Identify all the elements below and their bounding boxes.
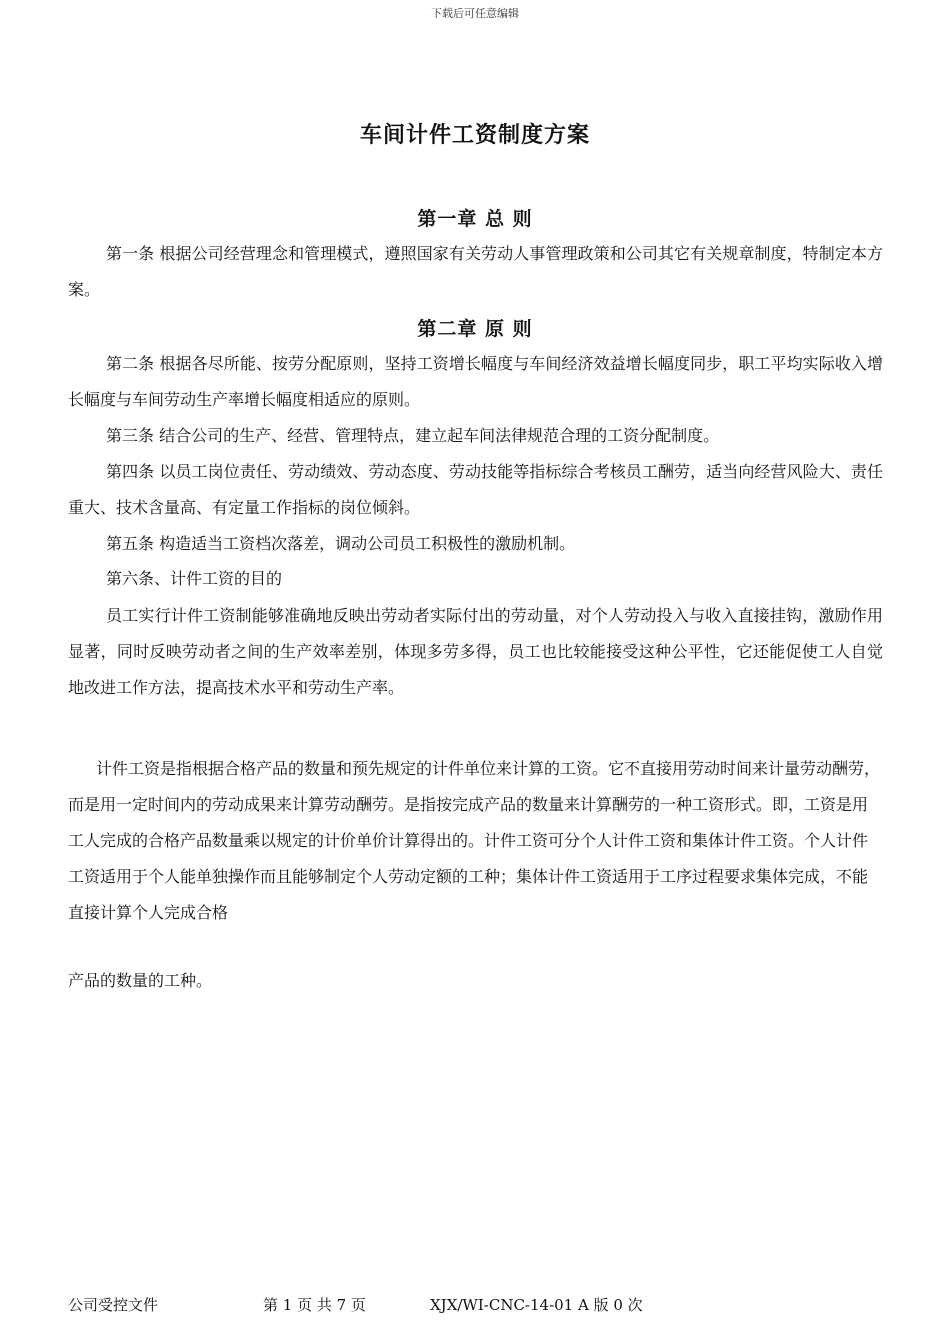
article-4: 第四条 以员工岗位责任、劳动绩效、劳动态度、劳动技能等指标综合考核员工酬劳，适当向经营风险大、责任重大、技术含量高、有定量工作指标的岗位倾斜。 — [68, 462, 883, 517]
article-5: 第五条 构造适当工资档次落差，调动公司员工积极性的激励机制。 — [106, 534, 576, 553]
article-2: 第二条 根据各尽所能、按劳分配原则，坚持工资增长幅度与车间经济效益增长幅度同步，职工平均实际收入增长幅度与车间劳动生产率增长幅度相适应的原则。 — [68, 354, 883, 409]
article-6-body: 员工实行计件工资制能够准确地反映出劳动者实际付出的劳动量，对个人劳动投入与收入直接挂钩，激励作用显著，同时反映劳动者之间的生产效率差别，体现多劳多得，员工也比较能接受这种公平性，它还能促使工人自觉地改进工作方法，提高技术水平和劳动生产率。 — [68, 606, 883, 697]
document-title: 车间计件工资制度方案 — [359, 122, 590, 148]
article-3: 第三条 结合公司的生产、经营、管理特点，建立起车间法律规范合理的工资分配制度。 — [106, 426, 720, 445]
chapter-2-heading: 第二章 原 则 — [417, 318, 533, 340]
footer-page-number: 第 1 页 共 7 页 — [263, 1296, 366, 1314]
page-header-note: 下载后可任意编辑 — [431, 7, 519, 20]
chapter-1-heading: 第一章 总 则 — [417, 208, 533, 230]
article-1: 第一条 根据公司经营理念和管理模式，遵照国家有关劳动人事管理政策和公司其它有关规章制度，特制定本方案。 — [68, 244, 883, 299]
footer-controlled-label: 公司受控文件 — [68, 1296, 159, 1314]
definition-tail: 产品的数量的工种。 — [68, 971, 213, 990]
article-6-heading: 第六条、计件工资的目的 — [106, 569, 283, 588]
footer-document-code: XJX/WI-CNC-14-01 A 版 0 次 — [430, 1296, 643, 1314]
definition-paragraph: 计件工资是指根据合格产品的数量和预先规定的计件单位来计算的工资。它不直接用劳动时间来计量劳动酬劳，而是用一定时间内的劳动成果来计算劳动酬劳。是指按完成产品的数量来计算酬劳的一种工资形式。即，工资是用工人完成的合格产品数量乘以规定的计价单价计算得出的。计件工资可分个人计件工资和集体计件工资。个人计件工资适用于个人能单独操作而且能够制定个人劳动定额的工种；集体计件工资适用于工序过程要求集体完成，不能直接计算个人完成合格 — [68, 759, 881, 922]
